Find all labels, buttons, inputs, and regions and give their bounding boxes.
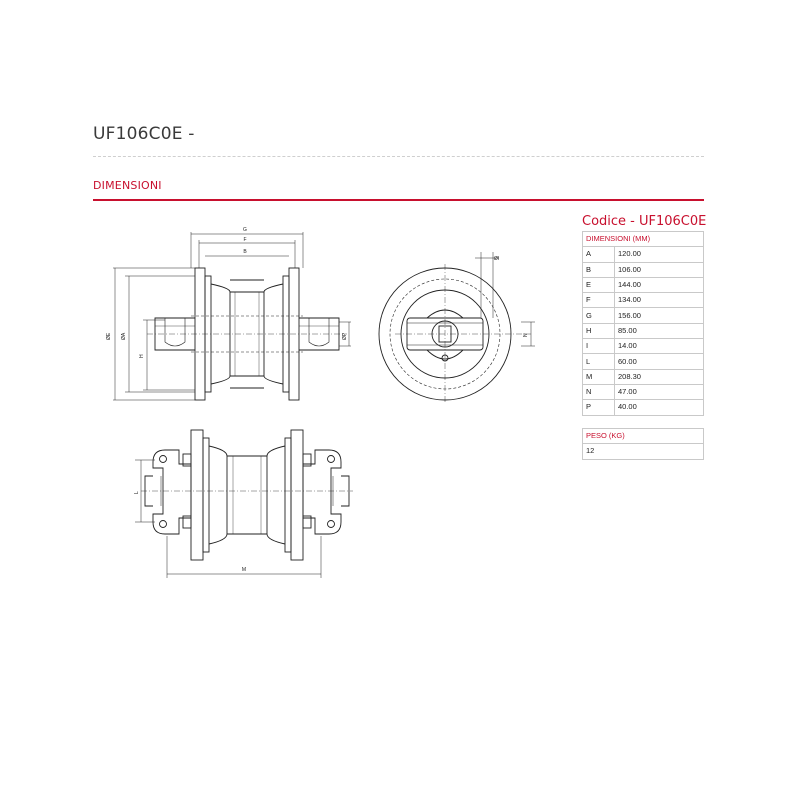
dimension-key: G [583,308,615,323]
dimension-row [583,308,704,323]
dimension-row [583,369,704,384]
weight-value: 12 [583,444,704,459]
dim-label-e: ØE [106,332,112,340]
dim-label-l: L [134,491,140,494]
dimension-value: 40.00 [615,400,704,415]
section-title: DIMENSIONI [93,179,162,192]
side-view [106,227,351,400]
dim-label-h: H [139,354,145,358]
dim-label-a: ØA [121,332,127,340]
dimension-value: 134.00 [615,293,704,308]
dimension-key: I [583,339,615,354]
section-underline [93,199,704,201]
dimension-value: 85.00 [615,323,704,338]
dimension-row [583,262,704,277]
dimension-row [583,247,704,262]
dimension-value: 106.00 [615,262,704,277]
dimensions-body [583,247,704,415]
dimension-value: 144.00 [615,277,704,292]
dimension-row [583,339,704,354]
dim-label-p: ØP [342,332,348,340]
top-view [134,430,353,578]
dimension-row [583,400,704,415]
dimension-key: N [583,384,615,399]
dimension-value: 60.00 [615,354,704,369]
dim-label-g: G [243,227,247,233]
dim-label-m: M [241,567,247,573]
page-title: UF106C0E - [93,124,195,144]
dimension-row [583,323,704,338]
dimension-row [583,354,704,369]
dimension-key: P [583,400,615,415]
dimension-value: 14.00 [615,339,704,354]
dimension-value: 120.00 [615,247,704,262]
dim-label-f: F [243,237,247,243]
dimension-key: A [583,247,615,262]
dimension-value: 47.00 [615,384,704,399]
dim-label-i: ØI [494,256,500,262]
dimension-value: 208.30 [615,369,704,384]
front-view [379,252,535,404]
dimension-row [583,277,704,292]
dimension-key: M [583,369,615,384]
product-code: Codice - UF106C0E [582,214,707,229]
title-divider [93,156,704,157]
dimension-row [583,293,704,308]
dim-label-b: B [243,249,247,255]
weight-table [582,428,704,460]
dimension-key: B [583,262,615,277]
weight-header: PESO (KG) [583,429,704,444]
dimension-key: E [583,277,615,292]
dimension-value: 156.00 [615,308,704,323]
dimension-key: F [583,293,615,308]
dimension-key: L [583,354,615,369]
dimension-key: H [583,323,615,338]
dimensions-header: DIMENSIONI (MM) [583,232,704,247]
dimension-row [583,384,704,399]
technical-drawing [95,218,555,590]
dim-label-n: N [523,333,529,337]
dimensions-table [582,231,704,416]
